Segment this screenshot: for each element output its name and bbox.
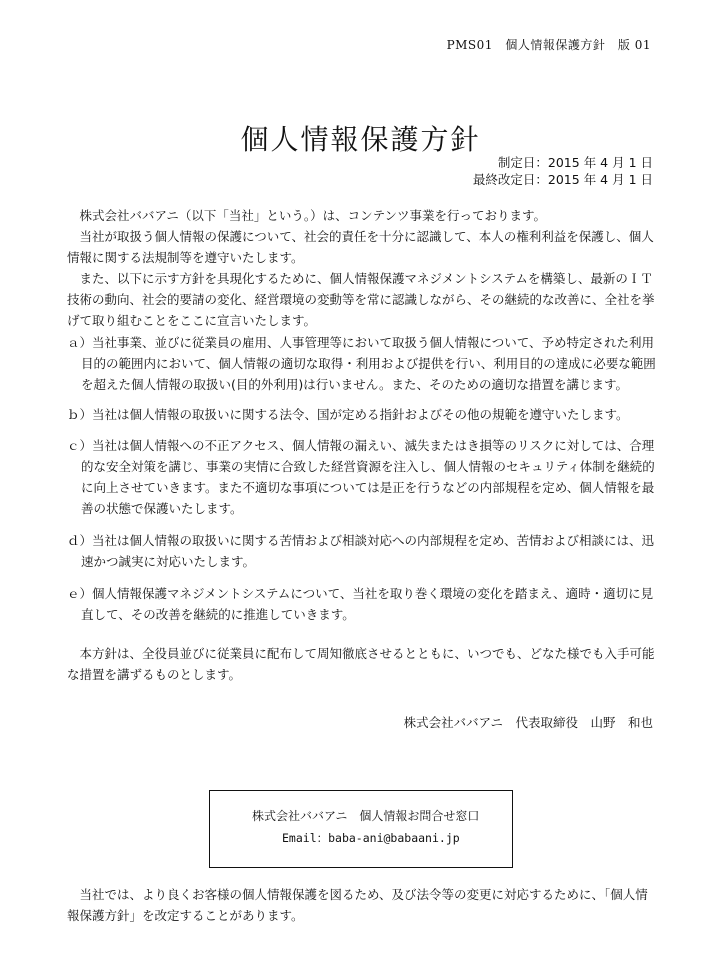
intro-paragraph: 当社が取扱う個人情報の保護について、社会的責任を十分に認識して、本人の権利利益を保護し、個人情報に関する法規制等を遵守いたします。	[67, 229, 654, 265]
policy-item-a	[67, 332, 657, 395]
policy-item-text: ｅ）個人情報保護マネジメントシステムについて、当社を取り巻く環境の変化を踏まえ、適時・適切に見直して、その改善を継続的に推進していきます。	[67, 586, 654, 622]
intro-paragraph: また、以下に示す方針を具現化するために、個人情報保護マネジメントシステムを構築し、最新のＩＴ技術の動向、社会的要請の変化、経営環境の変動等を常に認識しながら、その継続的な改善に、全社を挙げて取り組むことをここに宣言いたします。	[67, 271, 655, 328]
document-reference: PMS01 個人情報保護方針 版 01	[446, 38, 651, 52]
policy-item-text: ａ）当社事業、並びに従業員の雇用、人事管理等において取扱う個人情報について、予め特定された利用目的の範囲内において、個人情報の適切な取得・利用および提供を行い、利用目的の達成に必要な範囲を超えた個人情報の取扱い(目的外利用)は行いません。また、そのための適切な措置を講じます。	[67, 335, 656, 392]
policy-item-e	[67, 583, 657, 625]
dates-block	[473, 154, 653, 188]
footer-paragraph: 当社では、より良くお客様の個人情報保護を図るため、及び法令等の変更に対応するために、「個人情報保護方針」を改定することがあります。	[67, 887, 648, 923]
policy-item-b	[67, 404, 657, 425]
closing-paragraph: 本方針は、全役員並びに従業員に配布して周知徹底させるとともに、いつでも、どなた様でも入手可能な措置を講ずるものとします。	[67, 646, 655, 682]
established-date: 制定日：2015 年 4 月 1 日	[497, 155, 653, 170]
policy-item-text: ｃ）当社は個人情報への不正アクセス、個人情報の漏えい、滅失またはき損等のリスクに対しては、合理的な安全対策を講じ、事業の実情に合致した経営資源を注入し、個人情報のセキュリティ体制を継続的に向上させていきます。また不適切な事項については是正を行うなどの内部規程を定め、個人情報を最善の状態で保護いたします。	[67, 438, 655, 516]
contact-title: 株式会社ババアニ 個人情報お問合せ窓口	[252, 809, 480, 823]
policy-item-d	[67, 530, 657, 572]
policy-item-text: ｂ）当社は個人情報の取扱いに関する法令、国が定める指針およびその他の規範を遵守いたします。	[67, 407, 629, 422]
intro-paragraph: 株式会社ババアニ（以下「当社」という。）は、コンテンツ事業を行っております。	[79, 208, 547, 223]
closing-section	[67, 643, 657, 685]
signature: 株式会社ババアニ 代表取締役 山野 和也	[403, 715, 653, 730]
contact-box	[209, 790, 513, 868]
page-title: 個人情報保護方針	[240, 123, 481, 156]
intro-section	[67, 205, 657, 331]
contact-email: Email：baba-ani@babaani.jp	[282, 831, 460, 845]
revised-date: 最終改定日：2015 年 4 月 1 日	[472, 172, 653, 187]
policy-item-c	[67, 435, 657, 519]
footer-note	[67, 884, 657, 926]
policy-item-text: ｄ）当社は個人情報の取扱いに関する苦情および相談対応への内部規程を定め、苦情および相談には、迅速かつ誠実に対応いたします。	[67, 533, 655, 569]
